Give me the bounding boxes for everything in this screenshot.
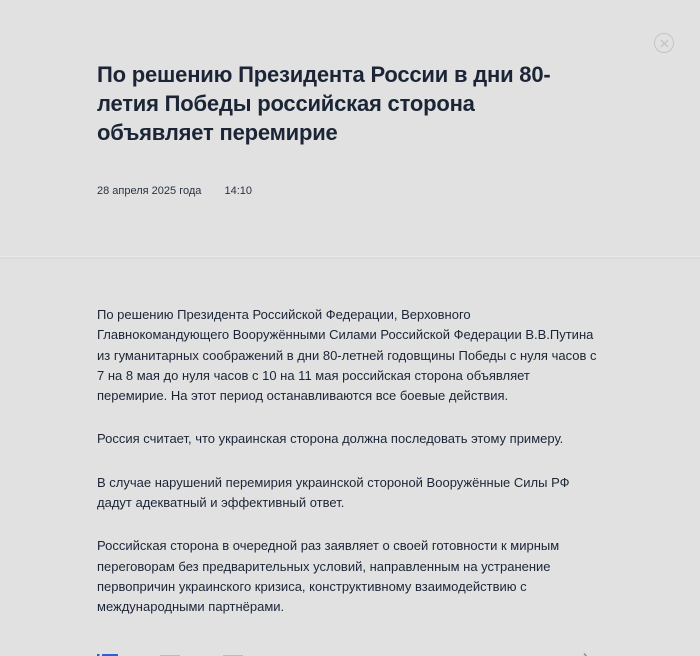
article-paragraph: По решению Президента Российской Федерации, Верховного Главнокомандующего Вооружёнными Силами Российской Федерации В.В.Путина из гуманитарных соображений в дни 80-летней годовщины Победы с нуля часов с 7 на 8 мая до нуля часов с 10 на 11 мая российская сторона объявляет перемирие. На этот период останавливаются все боевые действия.	[97, 307, 597, 404]
article-date: 28 апреля 2025 года	[97, 185, 202, 197]
article-paragraph: В случае нарушений перемирия украинской стороной Вооружённые Силы РФ дадут адекватный и эффективный ответ.	[97, 474, 570, 511]
article-meta	[97, 184, 252, 198]
article-paragraph: Российская сторона в очередной раз заявляет о своей готовности к мирным переговорам без предварительных условий, направленным на устранение первопричин украинского кризиса, конструктивному взаимодействию с международными партнёрами.	[97, 538, 560, 615]
close-button[interactable]	[654, 33, 674, 53]
article-time: 14:10	[224, 185, 252, 197]
article-body	[97, 305, 597, 641]
photo-view-button[interactable]	[160, 648, 180, 656]
section-divider	[0, 256, 700, 259]
article-title: По решению Президента России в дни 80-летия Победы российская сторона объявляет перемирие	[97, 62, 551, 145]
article-paragraph: Россия считает, что украинская сторона должна последовать этому примеру.	[97, 431, 564, 447]
text-view-button[interactable]	[97, 648, 119, 656]
video-view-button[interactable]	[223, 648, 243, 656]
share-button[interactable]	[573, 648, 597, 656]
close-icon	[655, 34, 675, 54]
